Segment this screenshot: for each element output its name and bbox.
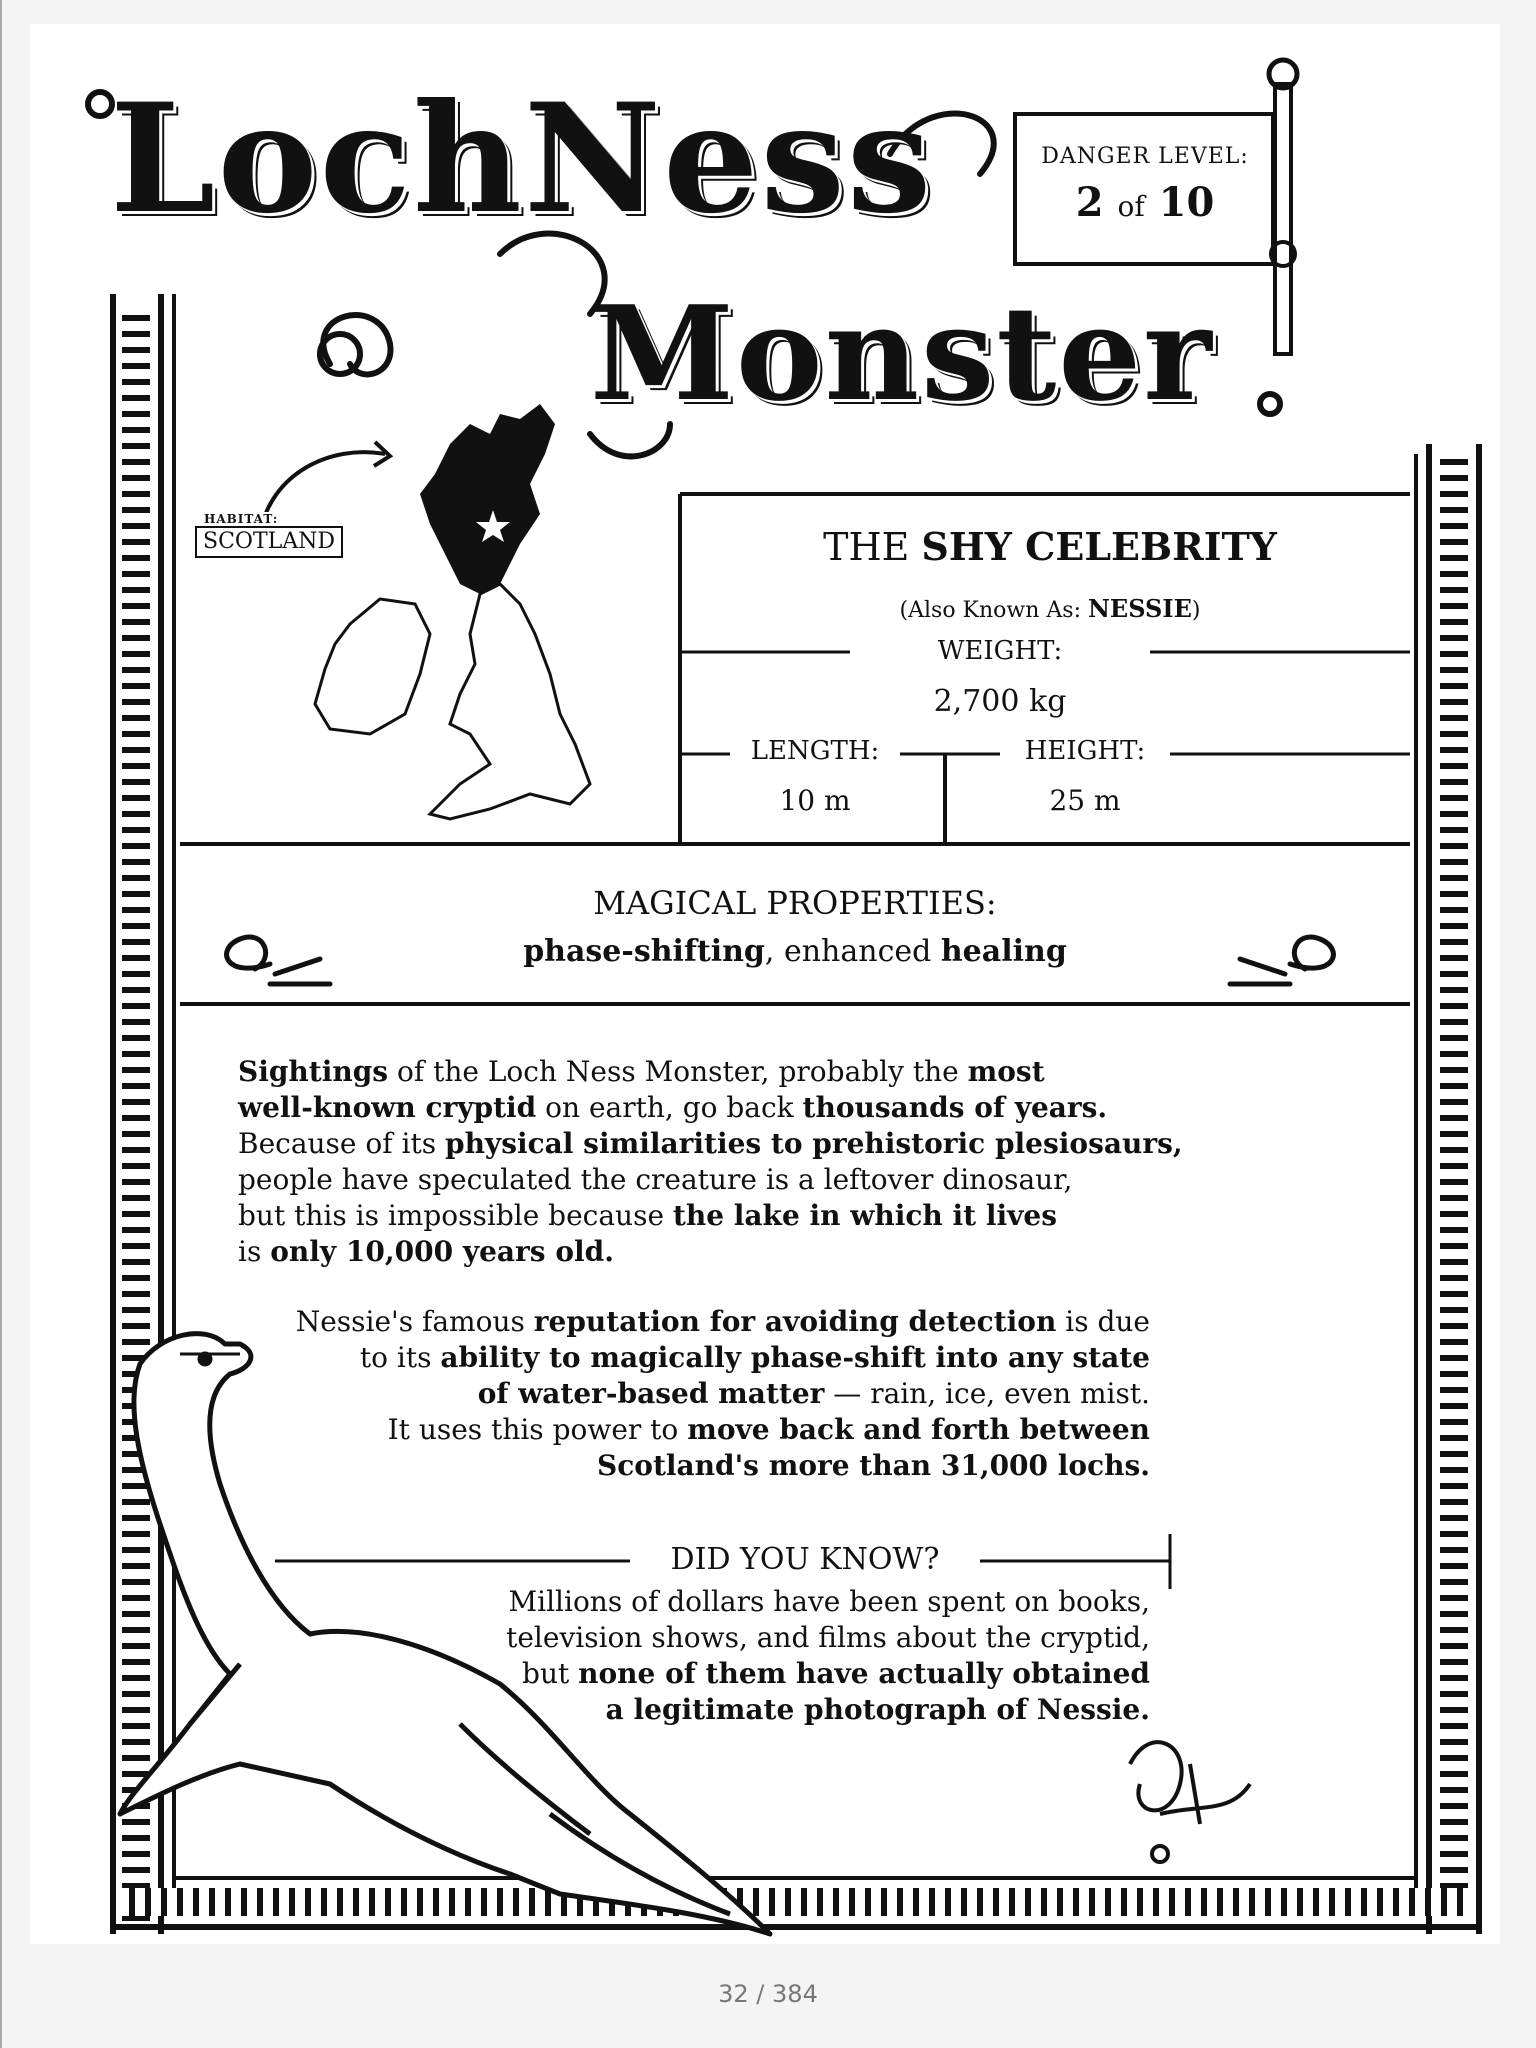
text-line	[410, 1656, 1150, 1692]
bold-text: of water-based matter	[477, 1377, 825, 1410]
text-line	[290, 1412, 1150, 1448]
bold-text: ability to magically phase-shift into any state	[440, 1341, 1150, 1374]
weight-label: WEIGHT:	[850, 636, 1150, 666]
right-border	[1414, 444, 1482, 1934]
left-border	[110, 294, 176, 1934]
danger-current: 2	[1075, 179, 1104, 226]
text-line	[238, 1198, 1238, 1234]
text-segment: — rain, ice, even mist.	[824, 1377, 1150, 1410]
aka-label: (Also Known As:	[899, 598, 1081, 623]
signature-icon	[1130, 1742, 1250, 1862]
text-line	[238, 1126, 1238, 1162]
bold-text: move back and forth between	[687, 1413, 1150, 1446]
habitat-value: SCOTLAND	[195, 526, 343, 558]
text-segment: but	[522, 1657, 579, 1690]
bold-text: a legitimate photograph of Nessie.	[605, 1693, 1150, 1726]
text-segment: Because of its	[238, 1127, 445, 1160]
bold-text: physical similarities to prehistoric plesiosaurs,	[445, 1127, 1183, 1160]
text-line	[238, 1090, 1238, 1126]
weight-value: 2,700 kg	[933, 684, 1067, 719]
text-segment: is due	[1056, 1305, 1150, 1338]
bold-text: reputation for avoiding detection	[533, 1305, 1057, 1338]
text-segment: television shows, and films about the cryptid,	[506, 1621, 1150, 1654]
text-line	[290, 1376, 1150, 1412]
text-segment: people have speculated the creature is a leftover dinosaur,	[238, 1163, 1073, 1196]
text-segment: Millions of dollars have been spent on books,	[508, 1585, 1150, 1618]
bold-text: thousands of years.	[802, 1091, 1108, 1124]
magic-heading: MAGICAL PROPERTIES:	[593, 884, 997, 922]
magic-property-1: phase-shifting	[523, 934, 765, 969]
bold-text: Scotland's more than 31,000 lochs.	[597, 1449, 1150, 1482]
length-label: LENGTH:	[730, 736, 900, 766]
bottom-border	[110, 1876, 1482, 1930]
text-segment: but this is impossible because	[238, 1199, 673, 1232]
height-label: HEIGHT:	[1000, 736, 1170, 766]
magic-property-2: healing	[940, 934, 1067, 969]
height-value: 25 m	[1049, 784, 1121, 817]
text-segment: to its	[359, 1341, 441, 1374]
aka-value: NESSIE	[1087, 594, 1192, 623]
text-line	[238, 1234, 1238, 1270]
page-number: 32 / 384	[718, 1980, 818, 2008]
bold-text: none of them have actually obtained	[578, 1657, 1150, 1690]
text-line	[290, 1340, 1150, 1376]
nickname: SHY CELEBRITY	[921, 524, 1277, 569]
uk-map-icon	[315, 404, 590, 819]
habitat-label: HABITAT:	[204, 512, 279, 526]
title-line-1: LochNess	[110, 71, 934, 247]
paragraph-sightings	[238, 1054, 1238, 1270]
book-page	[30, 24, 1500, 1944]
text-line	[410, 1692, 1150, 1728]
text-line	[410, 1620, 1150, 1656]
bold-text: well-known cryptid	[238, 1091, 537, 1124]
danger-level-label: DANGER LEVEL:	[1041, 144, 1249, 169]
text-line	[410, 1584, 1150, 1620]
bold-text: the lake in which it lives	[672, 1199, 1057, 1232]
bold-text: most	[967, 1055, 1045, 1088]
text-segment: of the Loch Ness Monster, probably the	[388, 1055, 968, 1088]
text-segment: on earth, go back	[536, 1091, 803, 1124]
title-line-2: Monster	[590, 277, 1214, 430]
length-value: 10 m	[779, 784, 851, 817]
aka-close: )	[1191, 598, 1201, 623]
text-segment: It uses this power to	[387, 1413, 688, 1446]
text-line	[290, 1448, 1150, 1484]
viewer-edge	[0, 0, 2, 2048]
text-line	[238, 1054, 1238, 1090]
text-segment: Nessie's famous	[295, 1305, 534, 1338]
did-you-know-heading: DID YOU KNOW?	[670, 1542, 940, 1577]
paragraph-reputation	[290, 1304, 1150, 1484]
nickname-prefix: THE	[823, 525, 910, 569]
danger-level-value	[1020, 179, 1270, 226]
danger-level-box	[1020, 144, 1270, 226]
danger-of: of	[1117, 190, 1145, 223]
text-segment: is	[238, 1235, 271, 1268]
danger-max: 10	[1158, 179, 1215, 226]
bold-text: Sightings	[238, 1055, 389, 1088]
magic-sep: , enhanced	[764, 934, 941, 969]
aka-line	[690, 594, 1410, 623]
nickname-heading	[690, 524, 1410, 569]
bold-text: only 10,000 years old.	[270, 1235, 614, 1268]
magic-properties	[180, 934, 1410, 970]
paragraph-did-you-know	[410, 1584, 1150, 1728]
text-line	[290, 1304, 1150, 1340]
text-line	[238, 1162, 1238, 1198]
